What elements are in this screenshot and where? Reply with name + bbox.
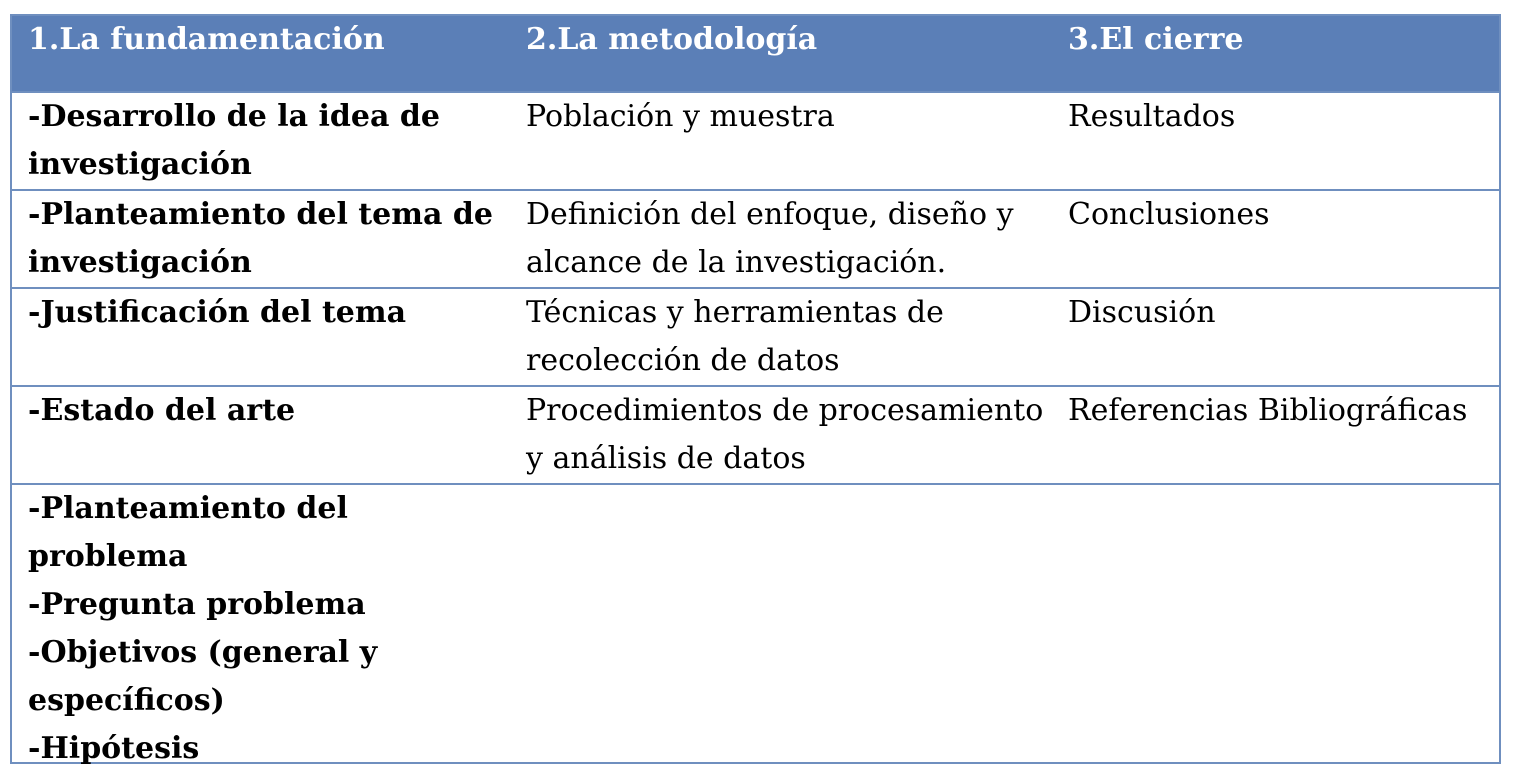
table-cell: Discusión — [1052, 288, 1499, 386]
list-item: -Pregunta problema — [28, 587, 366, 622]
table-row — [12, 386, 1499, 484]
header-cierre: 3.El cierre — [1052, 16, 1499, 92]
table-cell: Definición del enfoque, diseño y alcance de la investigación. — [510, 190, 1052, 288]
table-row — [12, 484, 1499, 773]
table-row — [12, 190, 1499, 288]
table-cell: Procedimientos de procesamiento y análisis de datos — [510, 386, 1052, 484]
header-metodologia: 2.La metodología — [510, 16, 1052, 92]
list-item: -Planteamiento del problema — [28, 491, 348, 574]
table-cell: Técnicas y herramientas de recolección de datos — [510, 288, 1052, 386]
header-row — [12, 16, 1499, 92]
table-cell: Referencias Bibliográficas — [1052, 386, 1499, 484]
table-cell: Conclusiones — [1052, 190, 1499, 288]
table-cell-empty — [1052, 484, 1499, 773]
table-cell: -Justificación del tema — [12, 288, 510, 386]
table-cell-empty — [510, 484, 1052, 773]
header-fundamentacion: 1.La fundamentación — [12, 16, 510, 92]
table-cell: -Estado del arte — [12, 386, 510, 484]
table-cell: Resultados — [1052, 92, 1499, 190]
table-cell: -Desarrollo de la idea de investigación — [12, 92, 510, 190]
list-item: -Hipótesis — [28, 731, 200, 766]
research-structure-table — [10, 14, 1501, 764]
table-cell: -Planteamiento del tema de investigación — [12, 190, 510, 288]
table-cell-multi — [12, 484, 510, 773]
table-row — [12, 92, 1499, 190]
table-cell: Población y muestra — [510, 92, 1052, 190]
list-item: -Objetivos (general y específicos) — [28, 635, 378, 718]
table — [12, 16, 1499, 773]
table-row — [12, 288, 1499, 386]
